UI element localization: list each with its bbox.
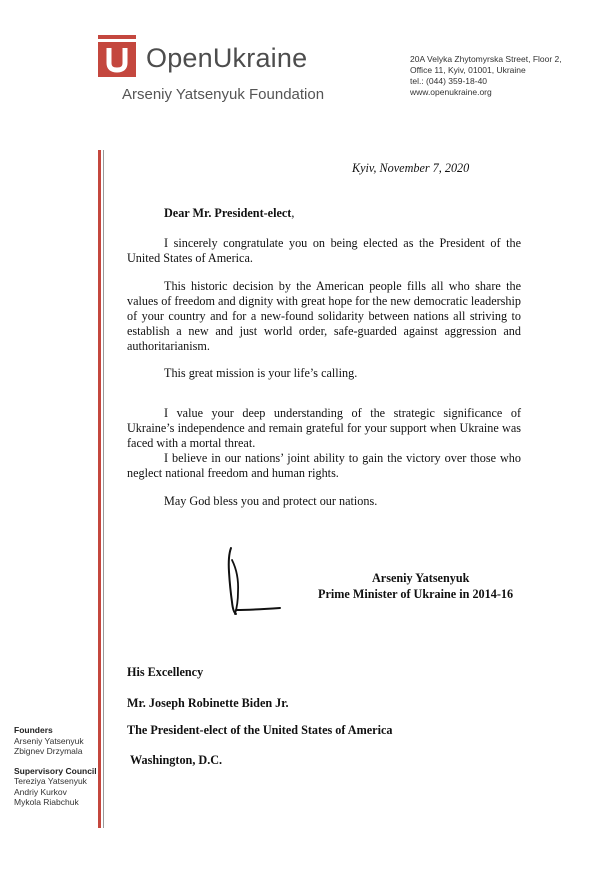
founder-name: Arseniy Yatsenyuk (14, 735, 84, 746)
foundation-board (14, 725, 97, 808)
paragraph-blessing: May God bless you and protect our nations. (164, 494, 378, 508)
address-line: Office 11, Kyiv, 01001, Ukraine (410, 65, 526, 75)
council-member: Andriy Kurkov (14, 786, 67, 797)
paragraph-belief: I believe in our nations’ joint ability to gain the victory over those who neglect national freedom and human rights. (127, 451, 521, 480)
recipient-name: Mr. Joseph Robinette Biden Jr. (127, 696, 289, 710)
founders-heading: Founders (14, 725, 53, 735)
openukraine-logo-icon (98, 35, 138, 77)
address-line: www.openukraine.org (410, 87, 492, 97)
brand-name: OpenUkraine (146, 43, 308, 73)
letter-date: Kyiv, November 7, 2020 (352, 161, 470, 175)
recipient-honorific: His Excellency (127, 665, 204, 679)
paragraph-congratulation: I sincerely congratulate you on being elected as the President of the United States of America. (127, 236, 521, 265)
letterhead (0, 0, 611, 120)
address-line: 20A Velyka Zhytomyrska Street, Floor 2, (410, 54, 562, 64)
margin-rule-red (98, 150, 101, 828)
council-member: Mykola Riabchuk (14, 797, 79, 807)
recipient-title: The President-elect of the United States of America (127, 723, 393, 737)
salutation (164, 206, 294, 221)
signer-title: Prime Minister of Ukraine in 2014-16 (318, 587, 514, 601)
paragraph-strategic: I value your deep understanding of the strategic significance of Ukraine’s independence and remain grateful for your support when Ukraine was faced with a mortal threat. (127, 406, 521, 450)
salutation-comma: , (291, 206, 295, 220)
address-line: tel.: (044) 359-18-40 (410, 76, 488, 86)
salutation-text: Dear Mr. President-elect (164, 206, 292, 220)
handwritten-signature-icon (222, 544, 292, 620)
contact-address (410, 54, 562, 98)
brand-subtitle: Arseniy Yatsenyuk Foundation (122, 86, 325, 103)
margin-rule-grey (103, 150, 104, 828)
recipient-city: Washington, D.C. (130, 753, 223, 767)
founder-name: Zbignev Drzymala (14, 746, 83, 756)
signer-name: Arseniy Yatsenyuk (372, 571, 470, 585)
council-heading: Supervisory Council (14, 765, 97, 776)
paragraph-mission: This great mission is your life’s calling. (164, 366, 358, 380)
spacer (14, 757, 97, 766)
council-member: Tereziya Yatsenyuk (14, 776, 87, 786)
paragraph-historic-decision: This historic decision by the American people fills all who share the values of freedom and dignity with great hope for the new democratic leadership of your country and for a new-found solidarity between nations all striving to establish a new and just world order, safe-guarded against aggression and authoritarianism. (127, 279, 521, 353)
